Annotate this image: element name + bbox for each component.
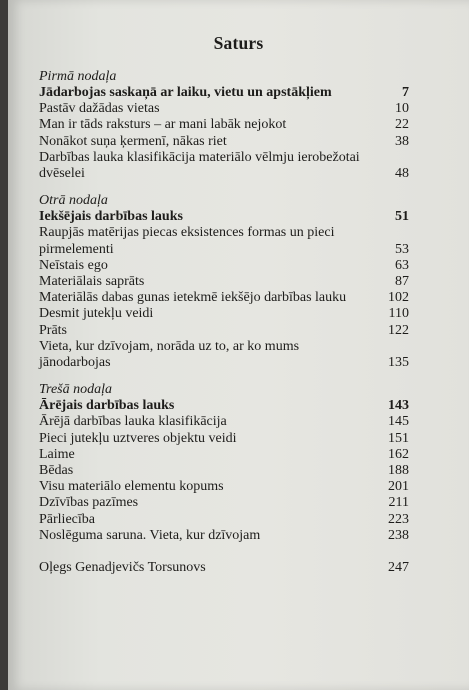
toc-entry <box>39 528 409 544</box>
entry-page: 151 <box>388 430 409 446</box>
toc-entry <box>39 306 409 322</box>
entry-page: 223 <box>388 511 409 527</box>
entry-title: Desmit jutekļu veidi <box>39 306 154 322</box>
toc-entry <box>39 225 409 257</box>
entry-page: 53 <box>395 241 409 257</box>
toc-entry <box>39 150 409 182</box>
table-of-contents <box>39 64 409 576</box>
entry-title: Neīstais ego <box>39 257 108 273</box>
chapter-section <box>39 192 409 371</box>
entry-title: Iekšējais darbības lauks <box>39 209 183 225</box>
chapter-label: Otrā nodaļa <box>39 193 108 209</box>
entry-page: 102 <box>388 290 409 306</box>
entry-title: Prāts <box>39 322 67 338</box>
chapter-label: Trešā nodaļa <box>39 382 112 398</box>
entry-page: 247 <box>388 560 409 576</box>
toc-entry <box>39 512 409 528</box>
toc-entry <box>39 495 409 511</box>
entry-page: 87 <box>395 274 409 290</box>
entry-page: 238 <box>388 527 409 543</box>
toc-entry <box>39 290 409 306</box>
toc-entry <box>39 447 409 463</box>
entry-title: Laime <box>39 446 75 462</box>
chapter-heading <box>39 209 409 225</box>
entry-title: Raupjās matērijas piecas eksistences formas un pieci pirmelementi <box>39 225 335 257</box>
toc-entry <box>39 101 409 117</box>
entry-page: 10 <box>395 101 409 117</box>
toc-entry <box>39 117 409 133</box>
entry-title: Darbības lauka klasifikācija materiālo vēlmju ierobežotai dvēselei <box>39 149 360 182</box>
entry-page: 162 <box>388 446 409 462</box>
entry-title: Pieci jutekļu uztveres objektu veidi <box>39 430 237 446</box>
chapter-heading <box>39 85 409 101</box>
entry-title: Materiālais saprāts <box>39 274 145 290</box>
chapter-section <box>39 381 409 544</box>
author-name: Oļegs Genadjevičs Torsunovs <box>39 560 206 576</box>
entry-title: Pastāv dažādas vietas <box>39 101 160 117</box>
chapter-section <box>39 68 409 182</box>
entry-page: 48 <box>395 166 409 182</box>
entry-page: 143 <box>388 398 409 414</box>
author-entry <box>39 560 409 576</box>
toc-entry <box>39 479 409 495</box>
entry-title: Dzīvības pazīmes <box>39 495 139 511</box>
entry-title: Visu materiālo elementu kopums <box>39 479 224 495</box>
entry-title: Jādarbojas saskaņā ar laiku, vietu un apstākļiem <box>39 85 332 100</box>
entry-title: Ārējā darbības lauka klasifikācija <box>39 414 227 430</box>
toc-entry <box>39 258 409 274</box>
chapter-heading <box>39 398 409 414</box>
entry-page: 63 <box>395 257 409 273</box>
toc-entry <box>39 463 409 479</box>
toc-entry <box>39 431 409 447</box>
entry-page: 38 <box>395 133 409 149</box>
page-title: Saturs <box>213 33 264 53</box>
chapter-label: Pirmā nodaļa <box>39 69 117 84</box>
entry-title: Nonākot suņa ķermenī, nākas riet <box>39 133 227 149</box>
entry-page: 51 <box>395 209 409 225</box>
entry-page: 145 <box>388 414 409 430</box>
book-page <box>8 0 469 690</box>
entry-page: 122 <box>388 322 409 338</box>
entry-title: Pārliecība <box>39 511 95 527</box>
entry-title: Ārējais darbības lauks <box>39 398 175 414</box>
entry-title: Vieta, kur dzīvojam, norāda uz to, ar ko mums jānodarbojas <box>39 338 300 371</box>
entry-page: 135 <box>388 355 409 371</box>
entry-page: 211 <box>388 495 409 511</box>
entry-title: Man ir tāds raksturs – ar mani labāk nejokot <box>39 117 287 133</box>
entry-title: Materiālās dabas gunas ietekmē iekšējo darbības lauku <box>39 290 347 306</box>
toc-entry <box>39 414 409 430</box>
toc-entry <box>39 323 409 339</box>
toc-entry <box>39 339 409 371</box>
entry-title: Noslēguma saruna. Vieta, kur dzīvojam <box>39 527 261 543</box>
entry-page: 188 <box>388 463 409 479</box>
toc-entry <box>39 274 409 290</box>
toc-entry <box>39 134 409 150</box>
entry-title: Bēdas <box>39 463 74 479</box>
entry-page: 7 <box>402 85 409 100</box>
entry-page: 22 <box>395 117 409 133</box>
entry-page: 201 <box>388 479 409 495</box>
entry-page: 110 <box>388 306 409 322</box>
